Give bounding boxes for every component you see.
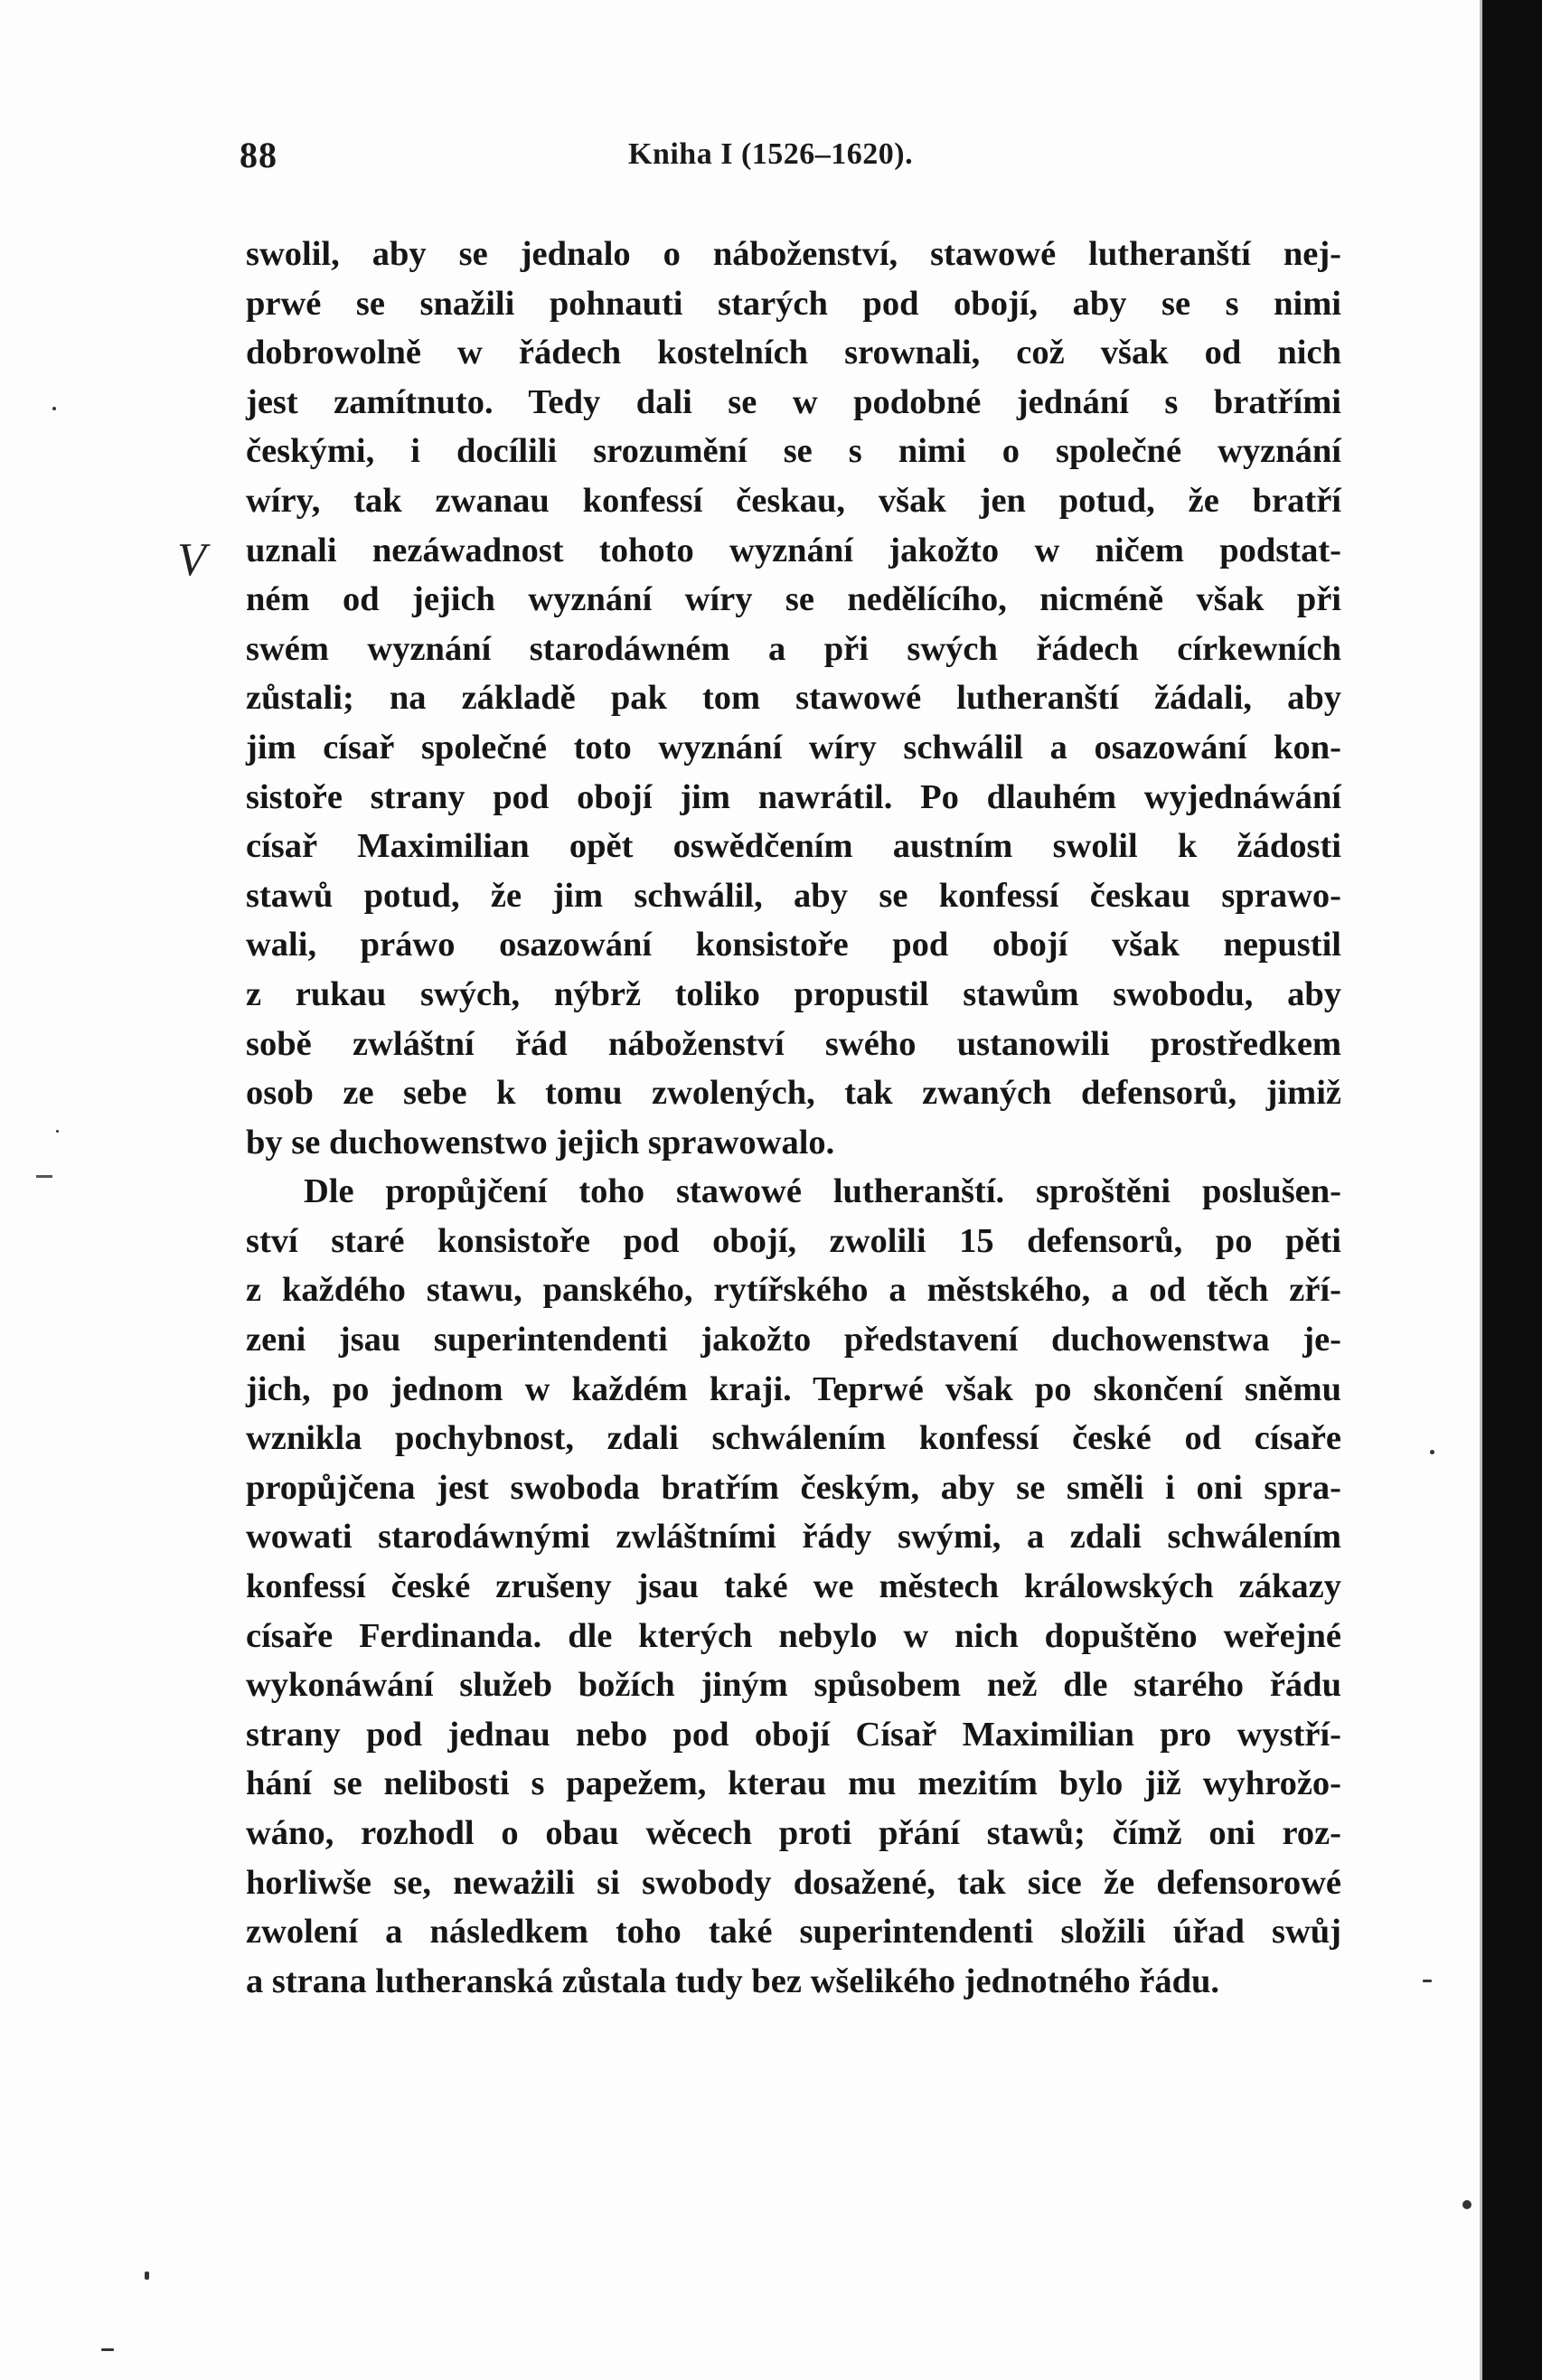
text-line: jich, po jednom w každém kraji. Teprwé však po skončení sněmu xyxy=(246,1369,1341,1408)
text-line: Dle propůjčení toho stawowé lutheranští. sproštěni poslušen- xyxy=(304,1172,1341,1211)
text-line: z každého stawu, panského, rytířského a městského, a od těch zří- xyxy=(246,1271,1341,1310)
text-line: a strana lutheranská zůstala tudy bez wšelikého jednotného řádu. xyxy=(246,1961,1220,2000)
text-line: zůstali; na základě pak tom stawowé lutheranští žádali, aby xyxy=(246,679,1341,718)
body-text xyxy=(246,230,1341,2006)
text-line: prwé se snažili pohnauti starých pod obojí, aby se s nimi xyxy=(246,284,1341,323)
scan-artifact xyxy=(1430,1450,1434,1454)
scan-artifact xyxy=(1462,2200,1471,2209)
running-head: Kniha I (1526–1620). xyxy=(628,137,914,171)
scan-artifact xyxy=(1423,1980,1432,1982)
text-line: swém wyznání starodáwném a při swých řádech církewních xyxy=(246,629,1341,668)
scan-artifact xyxy=(56,1130,59,1133)
text-line: zeni jsau superintendenti jakožto představení duchowenstwa je- xyxy=(246,1321,1341,1359)
text-line: stawů potud, že jim schwálil, aby se konfessí českau sprawo- xyxy=(246,876,1341,915)
text-line: by se duchowenstwo jejich sprawowalo. xyxy=(246,1123,835,1162)
scan-border xyxy=(1482,0,1542,2380)
text-line: z rukau swých, nýbrž toliko propustil stawům swobodu, aby xyxy=(246,974,1341,1013)
paragraph-1 xyxy=(246,230,1341,1167)
text-line: sistoře strany pod obojí jim nawrátil. Po dlauhém wyjednáwání xyxy=(246,777,1341,816)
text-line: sobě zwláštní řád náboženství swého ustanowili prostředkem xyxy=(246,1024,1341,1063)
text-line: císař Maximilian opět oswědčením austním swolil k žádosti xyxy=(246,827,1341,866)
text-line: wali, práwo osazowání konsistoře pod obojí však nepustil xyxy=(246,926,1341,964)
page-header xyxy=(240,134,1342,188)
scan-artifact xyxy=(52,407,56,410)
text-line: ném od jejich wyznání wíry se nedělícího, nicméně však při xyxy=(246,580,1341,619)
text-line: wowati starodáwnými zwláštními řády swými, a zdali schwálením xyxy=(246,1518,1341,1557)
text-line: wíry, tak zwanau konfessí českau, však jen potud, že bratří xyxy=(246,481,1341,520)
page-number: 88 xyxy=(240,135,277,175)
text-line: osob ze sebe k tomu zwolených, tak zwaných defensorů, jimiž xyxy=(246,1074,1341,1113)
text-line: ství staré konsistoře pod obojí, zwolili 15 defensorů, po pěti xyxy=(246,1221,1341,1260)
text-line: konfessí české zrušeny jsau také we městech králowských zákazy xyxy=(246,1567,1341,1606)
text-line: propůjčena jest swoboda bratřím českým, aby se směli i oni spra- xyxy=(246,1468,1341,1507)
text-line: wykonáwání služeb božích jiným spůsobem než dle starého řádu xyxy=(246,1666,1341,1705)
margin-annotation: V xyxy=(177,534,206,586)
scan-artifact xyxy=(36,1175,52,1178)
scan-artifact xyxy=(145,2272,149,2280)
text-line: swolil, aby se jednalo o náboženství, stawowé lutheranští nej- xyxy=(246,235,1341,273)
text-line: českými, i docílili srozumění se s nimi o společné wyznání xyxy=(246,432,1341,471)
text-line: jest zamítnuto. Tedy dali se w podobné jednání s bratřími xyxy=(246,382,1341,421)
text-line: císaře Ferdinanda. dle kterých nebylo w nich dopuštěno weřejné xyxy=(246,1616,1341,1655)
text-line: wáno, rozhodl o obau wěcech proti přání stawů; čímž oni roz- xyxy=(246,1814,1341,1852)
text-line: jim císař společné toto wyznání wíry schwálil a osazowání kon- xyxy=(246,728,1341,767)
text-line: hání se nelibosti s papežem, kterau mu mezitím bylo již wyhrožo- xyxy=(246,1764,1341,1803)
text-line: strany pod jednau nebo pod obojí Císař Maximilian pro wystří- xyxy=(246,1715,1341,1754)
text-line: dobrowolně w řádech kostelních srownali, což však od nich xyxy=(246,334,1341,372)
text-line: zwolení a následkem toho také superintendenti složili úřad swůj xyxy=(246,1913,1341,1952)
paragraph-2 xyxy=(246,1167,1341,2006)
text-line: uznali nezáwadnost tohoto wyznání jakožto w ničem podstat- xyxy=(246,531,1341,569)
scan-artifact xyxy=(101,2348,114,2351)
text-line: wznikla pochybnost, zdali schwálením konfessí české od císaře xyxy=(246,1419,1341,1458)
text-line: horliwše se, neważili si swobody dosažené, tak sice že defensorowé xyxy=(246,1863,1341,1902)
